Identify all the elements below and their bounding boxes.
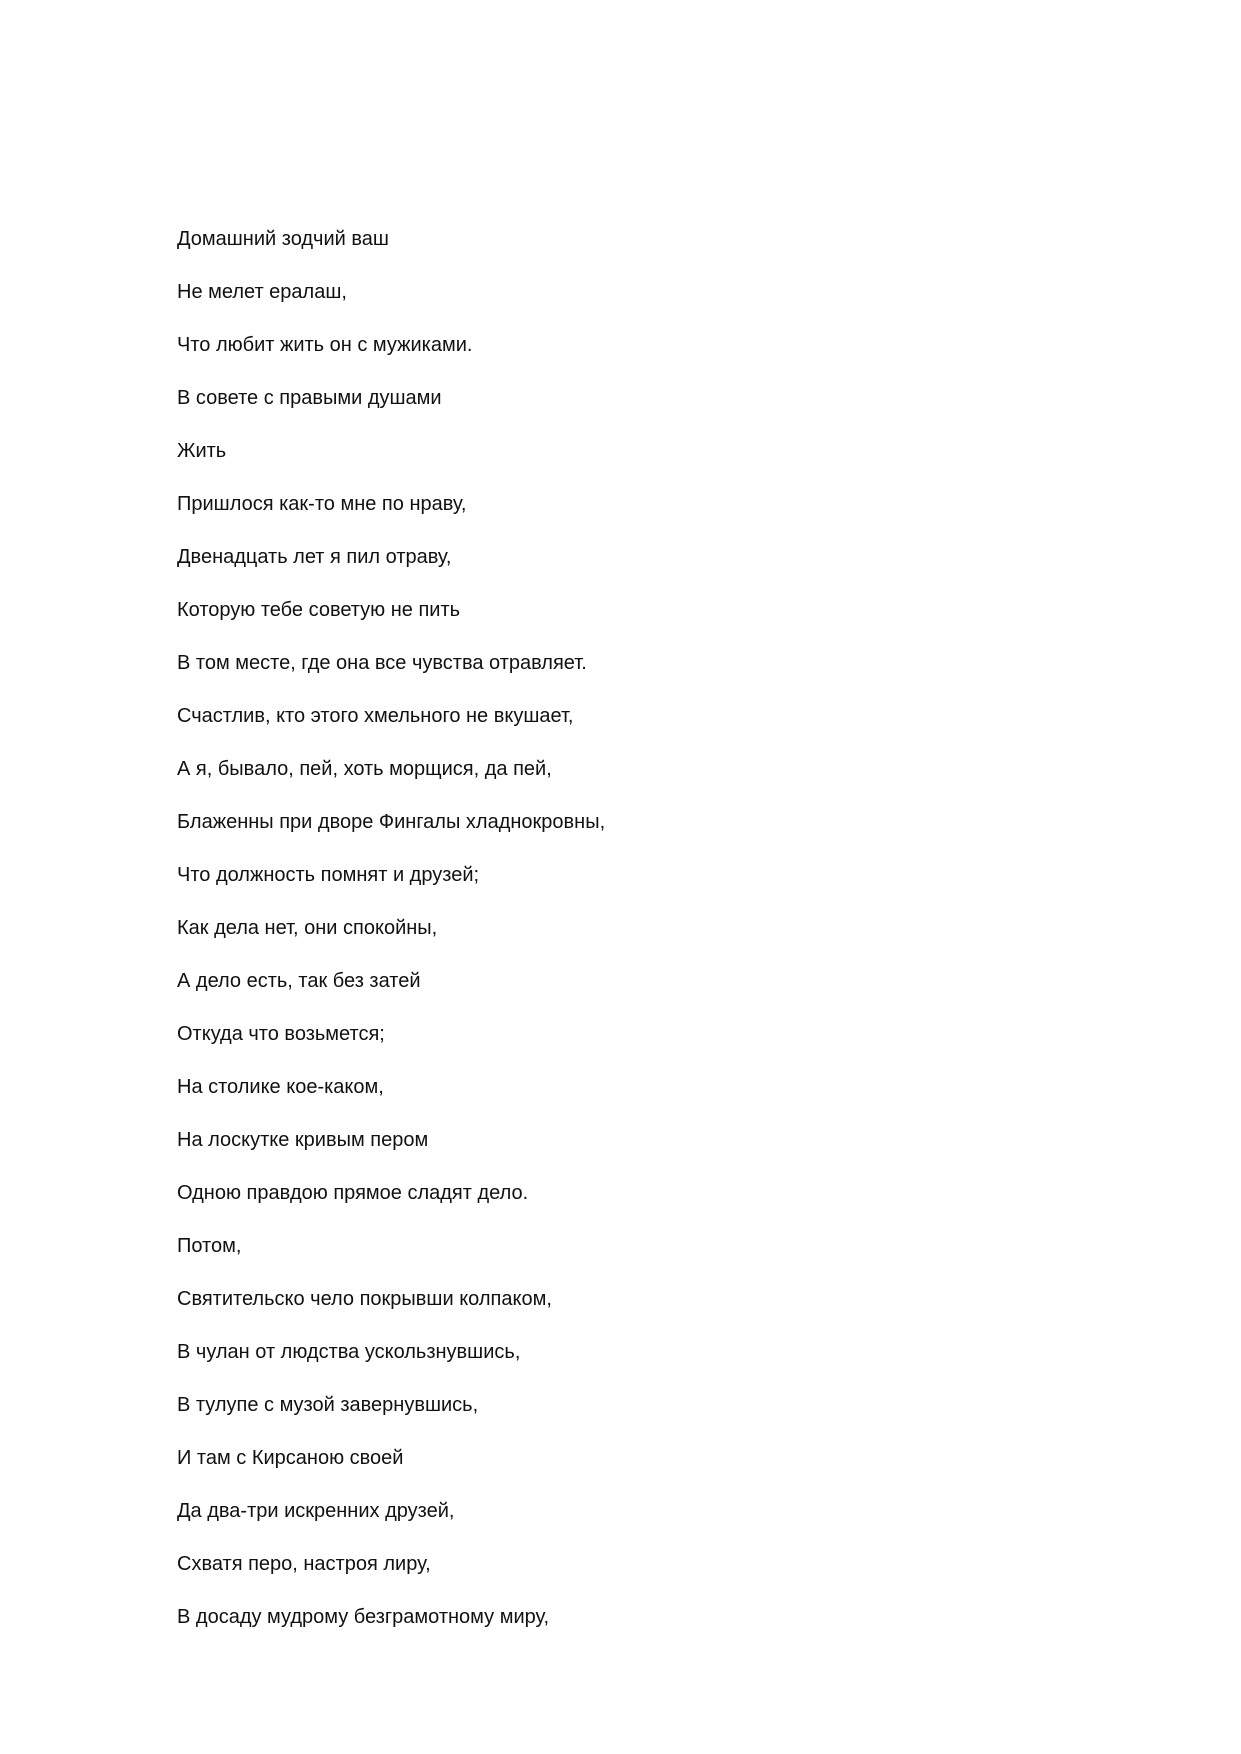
poem-line: Святительско чело покрывши колпаком,	[177, 1288, 552, 1310]
poem-line: В том месте, где она все чувства отравляет.	[177, 652, 587, 674]
poem-line: В досаду мудрому безграмотному миру,	[177, 1606, 550, 1628]
poem-line: На лоскутке кривым пером	[177, 1129, 429, 1151]
poem-line: Схватя перо, настроя лиру,	[177, 1553, 431, 1575]
poem-line: Откуда что возьмется;	[177, 1023, 385, 1045]
poem-line: В чулан от людства ускользнувшись,	[177, 1341, 521, 1363]
poem-text	[177, 226, 605, 1657]
poem-line: Жить	[177, 440, 227, 462]
poem-line: Да два-три искренних друзей,	[177, 1500, 455, 1522]
poem-line: На столике кое-каком,	[177, 1076, 384, 1098]
poem-line: Счастлив, кто этого хмельного не вкушает,	[177, 705, 574, 727]
poem-line: Что любит жить он с мужиками.	[177, 334, 473, 356]
poem-line: А я, бывало, пей, хоть морщися, да пей,	[177, 758, 552, 780]
poem-line: В тулупе с музой завернувшись,	[177, 1394, 479, 1416]
poem-line: Потом,	[177, 1235, 242, 1257]
poem-line: А дело есть, так без затей	[177, 970, 421, 992]
poem-line: Не мелет ералаш,	[177, 281, 347, 303]
poem-line: В совете с правыми душами	[177, 387, 442, 409]
poem-line: Как дела нет, они спокойны,	[177, 917, 438, 939]
poem-line: Домашний зодчий ваш	[177, 228, 389, 250]
poem-line: Пришлося как-то мне по нраву,	[177, 493, 467, 515]
poem-line: Одною правдою прямое сладят дело.	[177, 1182, 529, 1204]
poem-line: И там с Кирсаною своей	[177, 1447, 404, 1469]
poem-line: Которую тебе советую не пить	[177, 599, 461, 621]
poem-line: Блаженны при дворе Фингалы хладнокровны,	[177, 811, 606, 833]
poem-line: Двенадцать лет я пил отраву,	[177, 546, 452, 568]
poem-line: Что должность помнят и друзей;	[177, 864, 480, 886]
